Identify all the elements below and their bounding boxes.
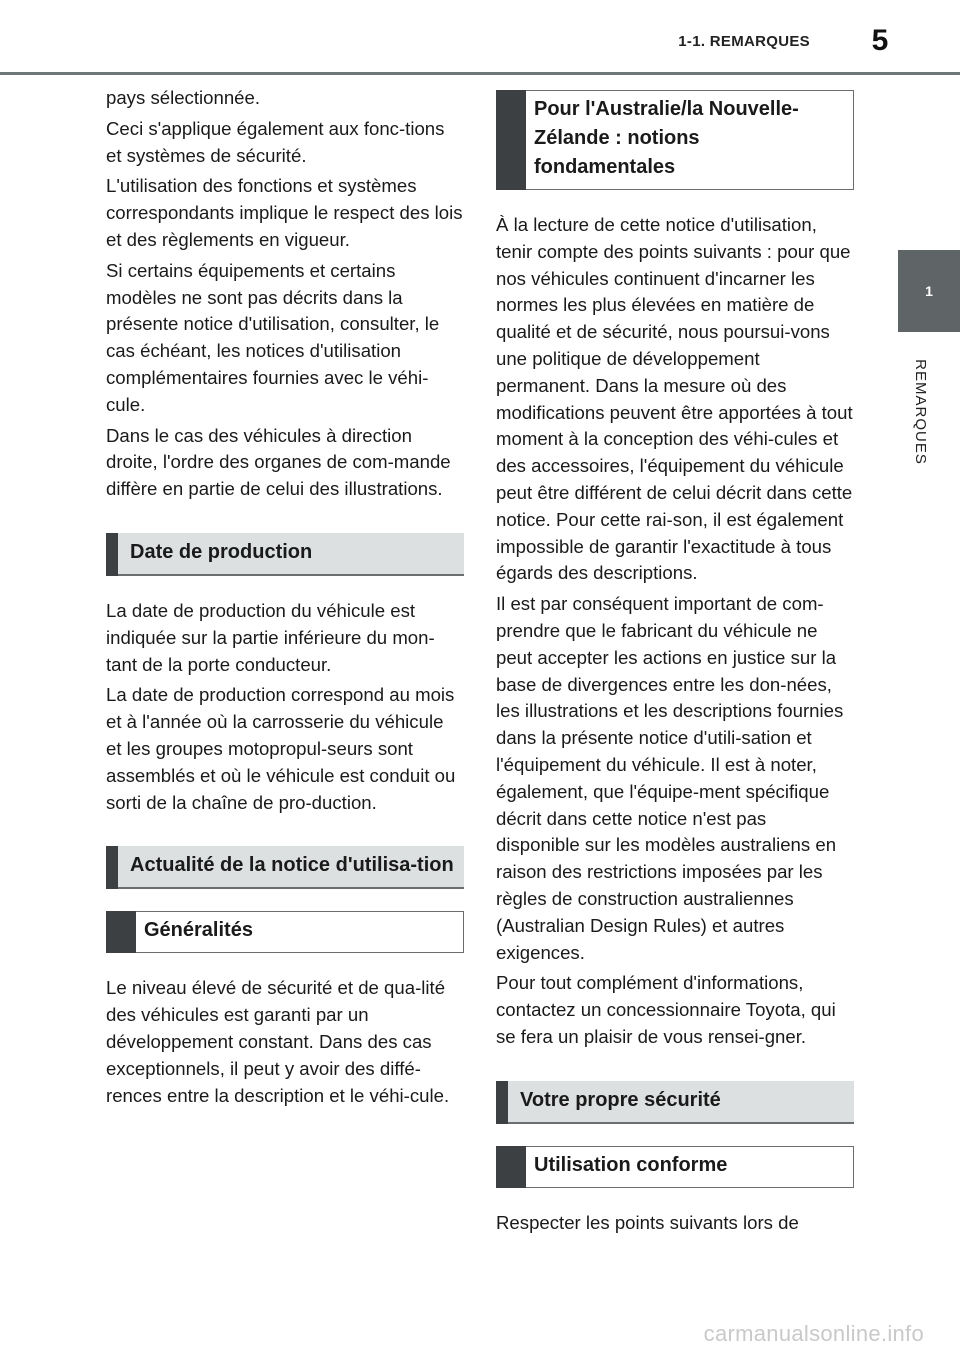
chapter-tab-number: 1 bbox=[925, 283, 933, 299]
page-number: 5 bbox=[871, 24, 889, 57]
subsection-heading-utilisation: Utilisation conforme bbox=[496, 1146, 854, 1188]
left-column bbox=[106, 85, 464, 1113]
subsection-heading-australie: Pour l'Australie/la Nouvelle-Zélande : notions fondamentales bbox=[496, 90, 854, 190]
section-heading-date-production: Date de production bbox=[106, 533, 464, 576]
right-column bbox=[496, 90, 854, 1241]
paragraph: Il est par conséquent important de com-prendre que le fabricant du véhicule ne peut accepter les actions en justice sur la base de divergences entre les don-nées, les illustrations et les descriptions fournies dans la présente notice d'utili-sation et l'équipement du véhicule. Il est à noter, également, que l'équipe-ment spécifique décrit dans cette notice n'est pas disponible sur les modèles australiens en raison des restrictions imposées par les règles de construction australiennes (Australian Design Rules) et autres exigences. bbox=[496, 593, 844, 963]
paragraph: Dans le cas des véhicules à direction droite, l'ordre des organes de com-mande diffère en partie de celui des illustrations. bbox=[106, 424, 451, 500]
header-section-title: 1-1. REMARQUES bbox=[678, 33, 810, 50]
paragraph: Le niveau élevé de sécurité et de qua-lité des véhicules est garanti par un développement constant. Dans des cas exceptionnels, il peut y avoir des diffé-rences entre la description et le véhi-cule. bbox=[106, 977, 450, 1106]
paragraph: Respecter les points suivants lors de bbox=[496, 1211, 799, 1233]
paragraph: Si certains équipements et certains modèles ne sont pas décrits dans la présente notice d'utilisation, consulter, le cas échéant, les notices d'utilisation complémentaires fournies avec le véhi-cule. bbox=[106, 259, 440, 415]
paragraph: À la lecture de cette notice d'utilisation, tenir compte des points suivants : pour que nos véhicules continuent d'incarner les normes les plus élevées en matière de qualité et de sécurité, nous poursui-vons une politique de développement permanent. Dans la mesure où des modifications peuvent être apportées à tout moment à la conception des véhi-cules et des accessoires, l'équipement du véhicule peut être différent de celui décrit dans cette notice. Pour cette rai-son, il est également impossible de garantir l'exactitude à tous égards des descriptions. bbox=[496, 214, 853, 584]
paragraph: L'utilisation des fonctions et systèmes correspondants implique le respect des lois et des règlements en vigueur. bbox=[106, 175, 463, 250]
paragraph: Ceci s'applique également aux fonc-tions et systèmes de sécurité. bbox=[106, 117, 445, 166]
footer-watermark: carmanualsonline.info bbox=[703, 1321, 924, 1346]
paragraph: La date de production du véhicule est indiquée sur la partie inférieure du mon-tant de la porte conducteur. bbox=[106, 599, 435, 675]
section-heading-securite: Votre propre sécurité bbox=[496, 1081, 854, 1124]
chapter-tab-label: REMARQUES bbox=[912, 359, 929, 465]
chapter-tab[interactable] bbox=[898, 250, 960, 332]
section-heading-actualite: Actualité de la notice d'utilisa-tion bbox=[106, 846, 464, 889]
paragraph: Pour tout complément d'informations, contactez un concessionnaire Toyota, qui se fera un plaisir de vous rensei-gner. bbox=[496, 972, 836, 1047]
paragraph: pays sélectionnée. bbox=[106, 87, 261, 108]
subsection-heading-generalites: Généralités bbox=[106, 911, 464, 953]
paragraph: La date de production correspond au mois et à l'année où la carrosserie du véhicule et les groupes motopropul-seurs sont assemblés et où le véhicule est conduit ou sorti de la chaîne de pro-duction. bbox=[106, 684, 456, 813]
header-divider bbox=[0, 72, 960, 75]
